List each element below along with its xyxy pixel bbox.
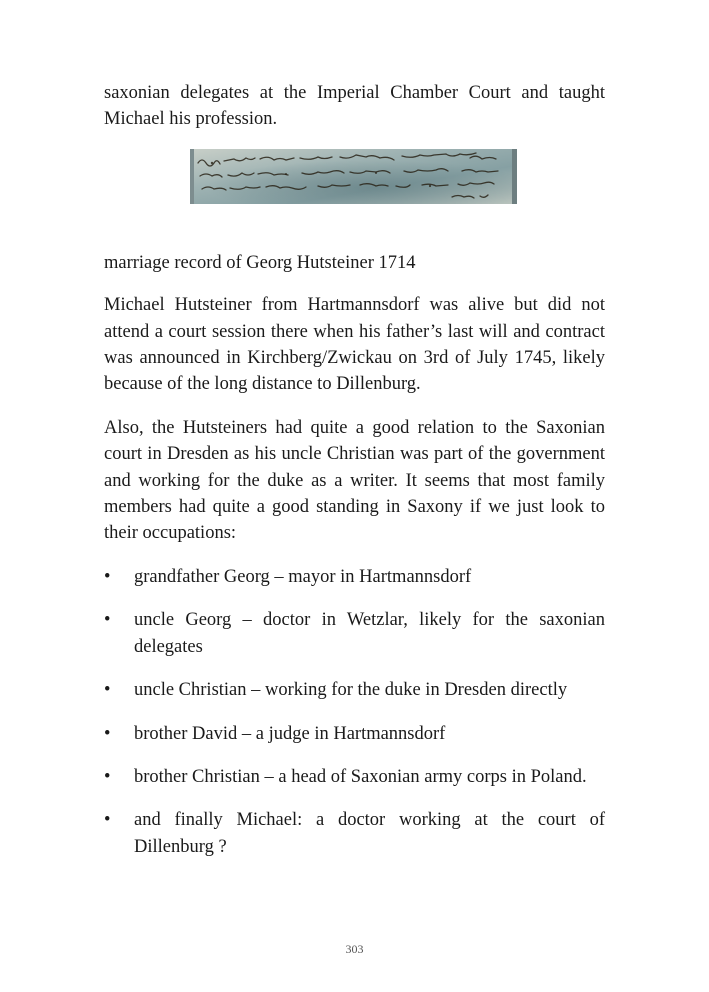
list-item bbox=[104, 807, 605, 860]
list-item-text: and finally Michael: a doctor working at the court of Dillenburg ? bbox=[134, 810, 605, 857]
body-paragraph: Michael Hutsteiner from Hartmannsdorf was alive but did not attend a court session there when his father’s last will and contract was announced in Kirchberg/Zwickau on 3rd of July 1745, likely because of the long distance to Dillenburg. bbox=[104, 295, 605, 395]
bullet-icon: • bbox=[104, 766, 111, 787]
list-item-text: uncle Georg – doctor in Wetzlar, likely for the saxonian delegates bbox=[134, 610, 605, 657]
list-item-text: uncle Christian – working for the duke in Dresden directly bbox=[134, 680, 568, 701]
figure-caption: marriage record of Georg Hutsteiner 1714 bbox=[104, 252, 416, 273]
list-item-text: grandfather Georg – mayor in Hartmannsdorf bbox=[134, 566, 472, 587]
list-item bbox=[104, 564, 605, 590]
page-content bbox=[104, 80, 605, 877]
bullet-icon: • bbox=[104, 810, 111, 831]
list-item-text: brother Christian – a head of Saxonian army corps in Poland. bbox=[134, 766, 587, 787]
intro-paragraph: saxonian delegates at the Imperial Chamber Court and taught Michael his profession. bbox=[104, 83, 605, 130]
list-item bbox=[104, 677, 605, 703]
bullet-icon: • bbox=[104, 610, 111, 631]
bullet-icon: • bbox=[104, 566, 111, 587]
handwritten-record-icon bbox=[190, 149, 517, 204]
list-item bbox=[104, 721, 605, 747]
list-item bbox=[104, 607, 605, 660]
page-number: 303 bbox=[345, 942, 364, 956]
marriage-record-image bbox=[190, 149, 517, 204]
body-paragraph: Also, the Hutsteiners had quite a good relation to the Saxonian court in Dresden as his uncle Christian was part of the government and working for the duke as a writer. It seems that most family members had quite a good standing in Saxony if we just look to their occupations: bbox=[104, 417, 605, 544]
list-item-text: brother David – a judge in Hartmannsdorf bbox=[134, 723, 446, 744]
occupation-list bbox=[104, 564, 605, 860]
bullet-icon: • bbox=[104, 723, 111, 744]
list-item bbox=[104, 764, 605, 790]
bullet-icon: • bbox=[104, 680, 111, 701]
